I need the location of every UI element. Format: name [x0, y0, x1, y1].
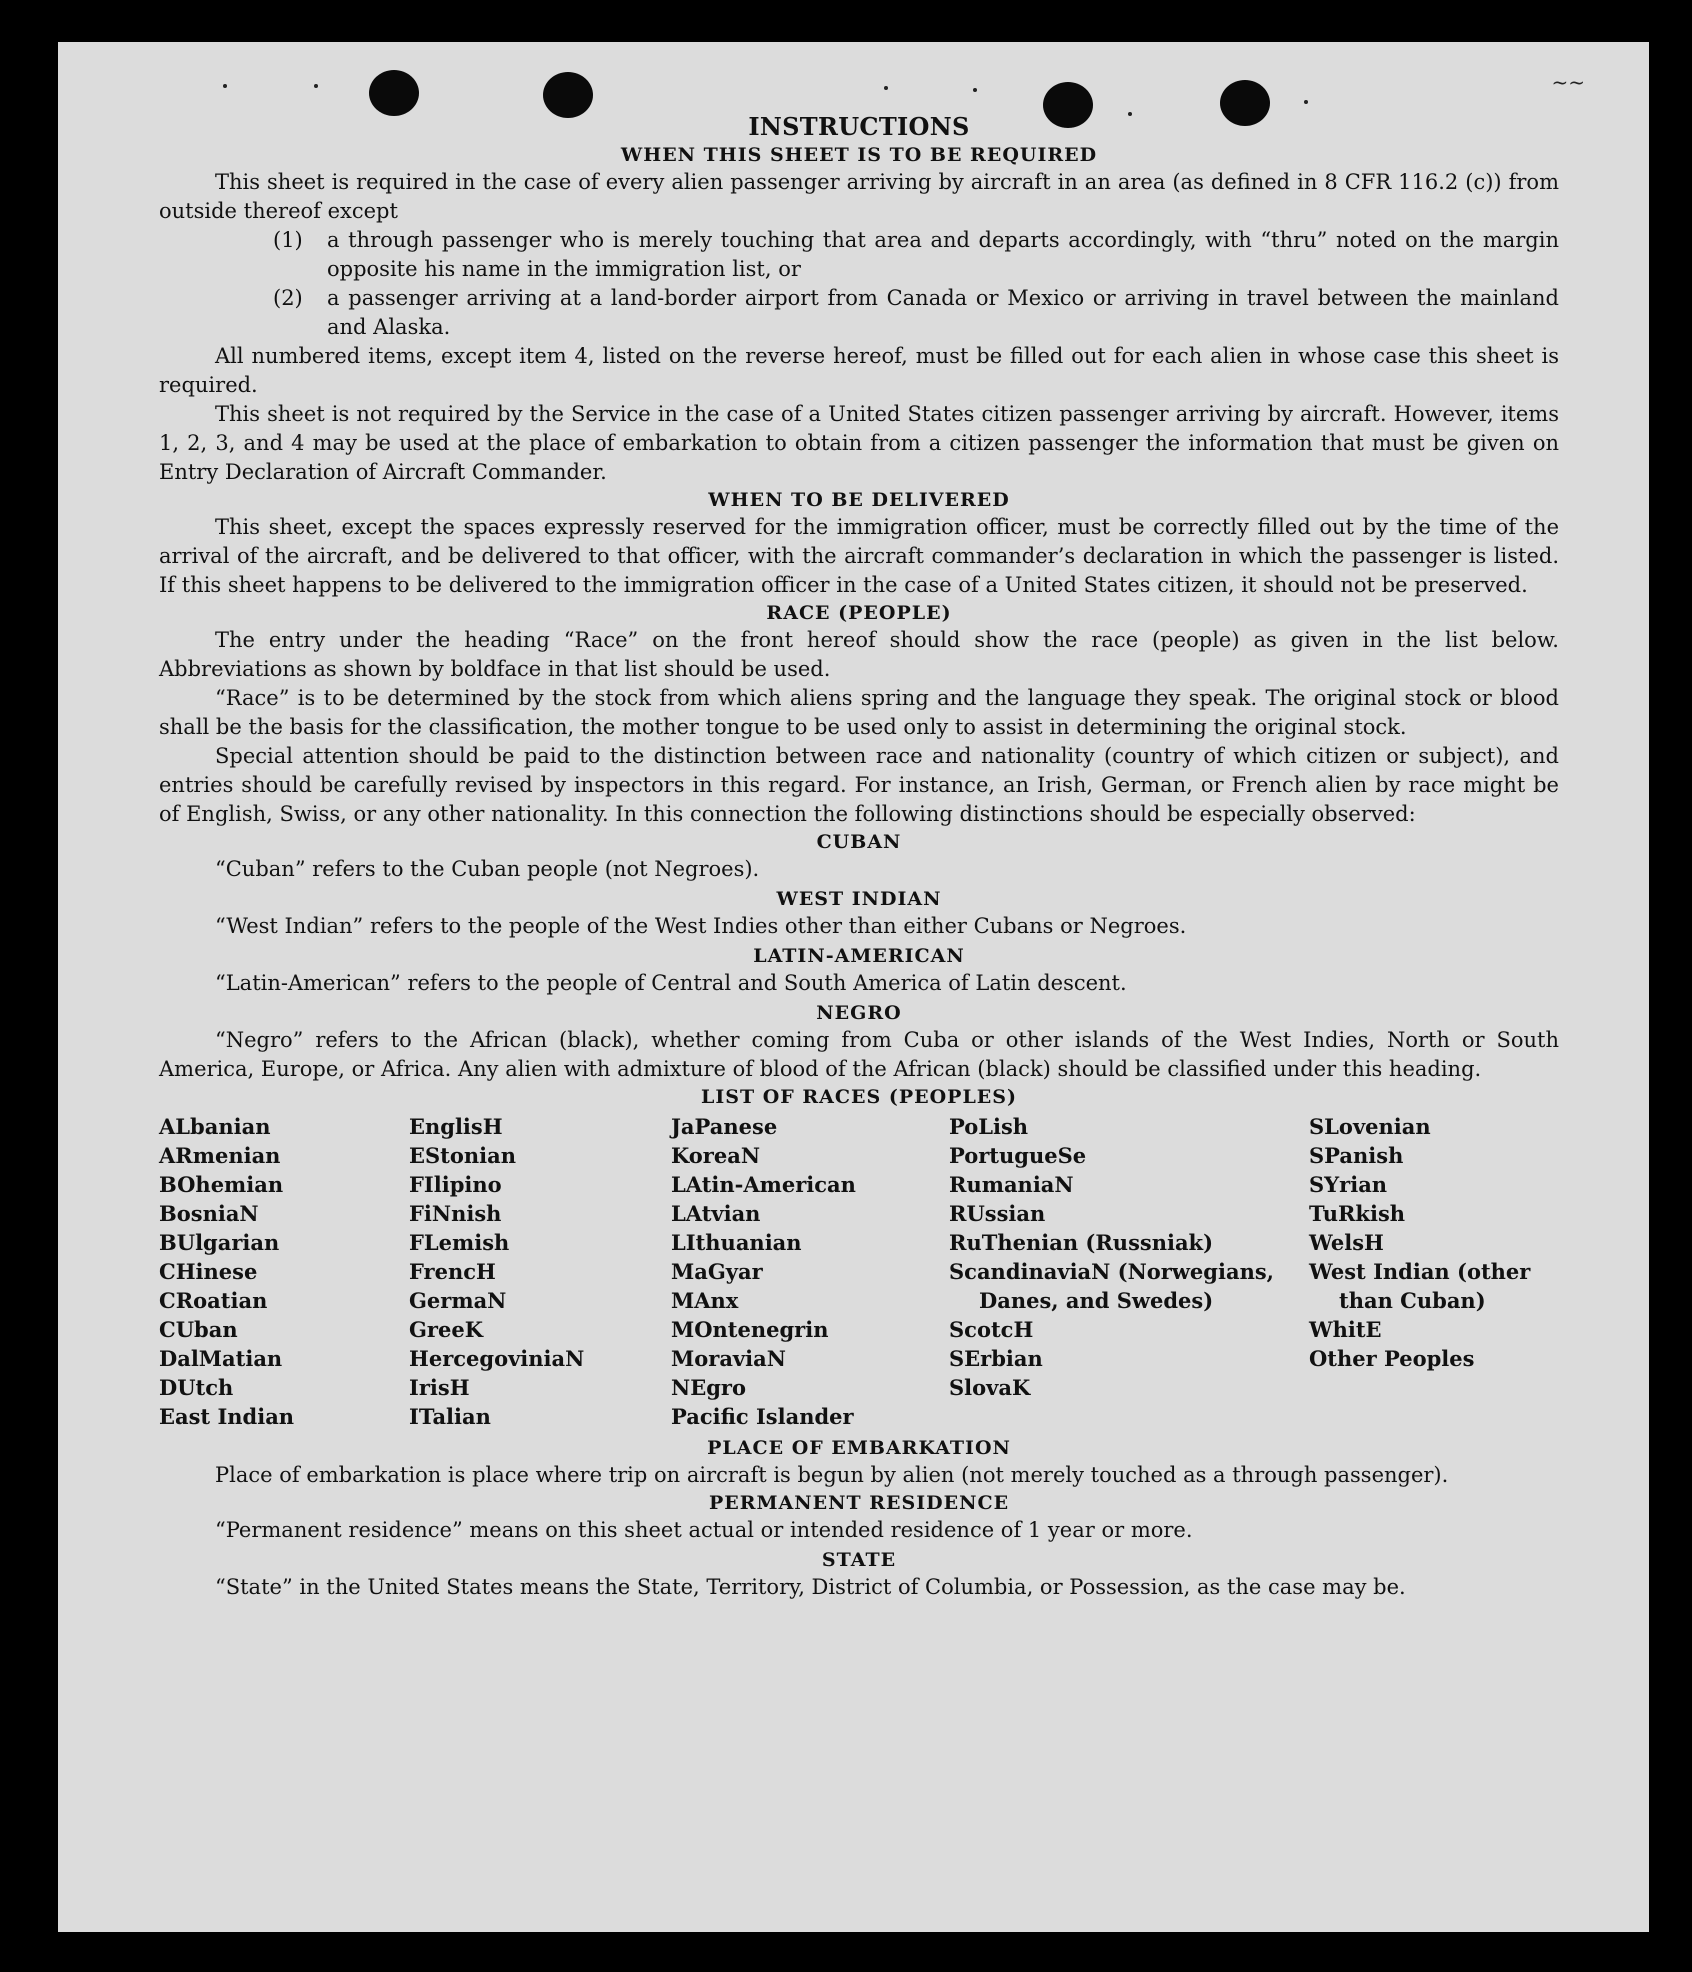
paragraph: All numbered items, except item 4, listed on the reverse hereof, must be filled out for each alien in whose case this sheet is required.: [159, 344, 1559, 397]
races-column: [1309, 1112, 1559, 1431]
race-entry: SYrian: [1309, 1172, 1388, 1197]
race-entry: DUtch: [159, 1375, 234, 1400]
heading-residence: PERMANENT RESIDENCE: [708, 1492, 1010, 1514]
race-entry: WelsH: [1309, 1230, 1384, 1255]
race-entry: East Indian: [159, 1404, 295, 1429]
race-entry: ScandinaviaN (Norwegians, Danes, and Swedes): [949, 1259, 1274, 1313]
race-entry: FrencH: [409, 1259, 496, 1284]
race-entry: ARmenian: [159, 1143, 281, 1168]
race-entry: LAtvian: [671, 1201, 761, 1226]
race-entry: MaGyar: [671, 1259, 763, 1284]
race-entry: GreeK: [409, 1317, 483, 1342]
heading-list-of-races: LIST OF RACES (PEOPLES): [701, 1086, 1017, 1108]
race-entry: MoraviaN: [671, 1346, 786, 1371]
race-entry: KoreaN: [671, 1143, 761, 1168]
races-column: [409, 1112, 671, 1431]
race-entry: GermaN: [409, 1288, 507, 1313]
race-entry: BOhemian: [159, 1172, 284, 1197]
paragraph: “Permanent residence” means on this sheet actual or intended residence of 1 year or more.: [215, 1518, 1193, 1542]
heading-embarkation: PLACE OF EMBARKATION: [707, 1437, 1011, 1459]
paragraph: The entry under the heading “Race” on the front hereof should show the race (people) as given in the list below. Abbreviations as shown by boldface in that list should be used.: [159, 628, 1559, 681]
race-entry: RuThenian (Russniak): [949, 1230, 1214, 1255]
race-entry: BosniaN: [159, 1201, 259, 1226]
paragraph: “West Indian” refers to the people of the West Indies other than either Cubans or Negroes.: [215, 914, 1187, 938]
race-entry: EnglisH: [409, 1114, 503, 1139]
race-entry: WhitE: [1309, 1317, 1382, 1342]
document-page: [58, 42, 1649, 1932]
race-entry: BUlgarian: [159, 1230, 280, 1255]
race-entry: RumaniaN: [949, 1172, 1074, 1197]
race-entry: FLemish: [409, 1230, 510, 1255]
race-entry: West Indian (other than Cuban): [1309, 1259, 1531, 1313]
race-entry: SPanish: [1309, 1143, 1404, 1168]
race-entry: MAnx: [671, 1288, 739, 1313]
races-column: [949, 1112, 1309, 1431]
heading-state: STATE: [821, 1549, 897, 1571]
race-entry: SlovaK: [949, 1375, 1031, 1400]
races-table: [159, 1112, 1559, 1431]
list-item: [159, 226, 1559, 284]
speck: [223, 84, 227, 88]
item-number: (2): [273, 286, 303, 310]
paragraph: “State” in the United States means the State, Territory, District of Columbia, or Possession, as the case may be.: [215, 1575, 1406, 1599]
speck: [973, 88, 977, 92]
race-entry: Other Peoples: [1309, 1346, 1475, 1371]
race-entry: HercegoviniaN: [409, 1346, 585, 1371]
paragraph: Place of embarkation is place where trip on aircraft is begun by alien (not merely touched as a through passenger).: [215, 1463, 1449, 1487]
paragraph: This sheet is required in the case of every alien passenger arriving by aircraft in an area (as defined in 8 CFR 116.2 (c)) from outside thereof except: [159, 170, 1559, 223]
heading-when-required: WHEN THIS SHEET IS TO BE REQUIRED: [620, 144, 1098, 166]
instructions-content: [159, 112, 1559, 1602]
item-number: (1): [273, 228, 303, 252]
paragraph: Special attention should be paid to the distinction between race and nationality (country of which citizen or subject), and entries should be carefully revised by inspectors in this regard. For instance, an Irish, German, or French alien by race might be of English, Swiss, or any other nationality. In this connection the following distinctions should be especially observed:: [159, 744, 1559, 826]
race-entry: JaPanese: [671, 1114, 778, 1139]
race-entry: FIlipino: [409, 1172, 502, 1197]
race-entry: LAtin-American: [671, 1172, 856, 1197]
race-entry: FiNnish: [409, 1201, 502, 1226]
paragraph: This sheet is not required by the Service in the case of a United States citizen passenger arriving by aircraft. However, items 1, 2, 3, and 4 may be used at the place of embarkation to obtain from a citizen passenger the information that must be given on Entry Declaration of Aircraft Commander.: [159, 402, 1559, 484]
race-entry: Pacific Islander: [671, 1404, 854, 1429]
race-entry: PortugueSe: [949, 1143, 1087, 1168]
race-entry: MOntenegrin: [671, 1317, 829, 1342]
race-entry: EStonian: [409, 1143, 516, 1168]
speck: [1304, 100, 1308, 104]
paragraph: “Latin-American” refers to the people of Central and South America of Latin descent.: [215, 971, 1127, 995]
race-entry: SErbian: [949, 1346, 1043, 1371]
page-title: INSTRUCTIONS: [748, 112, 970, 141]
race-entry: LIthuanian: [671, 1230, 802, 1255]
heading-latin-american: LATIN-AMERICAN: [753, 945, 965, 967]
speck: [314, 84, 318, 88]
item-text: a through passenger who is merely touching that area and departs accordingly, with “thru” noted on the margin opposite his name in the immigration list, or: [327, 228, 1559, 281]
heading-cuban: CUBAN: [816, 831, 902, 853]
corner-mark: ~~: [1551, 70, 1585, 94]
heading-west-indian: WEST INDIAN: [776, 888, 942, 910]
race-entry: DalMatian: [159, 1346, 283, 1371]
paragraph: “Race” is to be determined by the stock from which aliens spring and the language they speak. The original stock or blood shall be the basis for the classification, the mother tongue to be used only to assist in determining the original stock.: [159, 686, 1559, 739]
race-entry: ITalian: [409, 1404, 491, 1429]
paragraph: “Negro” refers to the African (black), whether coming from Cuba or other islands of the West Indies, North or South America, Europe, or Africa. Any alien with admixture of blood of the African (black) should be classified under this heading.: [159, 1028, 1559, 1081]
race-entry: IrisH: [409, 1375, 470, 1400]
exceptions-list: [159, 226, 1559, 342]
race-entry: CUban: [159, 1317, 238, 1342]
list-item: [159, 284, 1559, 342]
race-entry: SLovenian: [1309, 1114, 1431, 1139]
paragraph: “Cuban” refers to the Cuban people (not Negroes).: [215, 857, 760, 881]
race-entry: CHinese: [159, 1259, 258, 1284]
race-entry: PoLish: [949, 1114, 1029, 1139]
race-entry: TuRkish: [1309, 1201, 1406, 1226]
speck: [884, 86, 888, 90]
races-column: [671, 1112, 949, 1431]
race-entry: CRoatian: [159, 1288, 268, 1313]
race-entry: ScotcH: [949, 1317, 1034, 1342]
heading-negro: NEGRO: [816, 1002, 902, 1024]
races-column: [159, 1112, 409, 1431]
paragraph: This sheet, except the spaces expressly reserved for the immigration officer, must be correctly filled out by the time of the arrival of the aircraft, and be delivered to that officer, with the aircraft commander’s declaration in which the passenger is listed. If this sheet happens to be delivered to the immigration officer in the case of a United States citizen, it should not be preserved.: [159, 515, 1559, 597]
race-entry: NEgro: [671, 1375, 746, 1400]
heading-race: RACE (PEOPLE): [766, 602, 952, 624]
race-entry: RUssian: [949, 1201, 1046, 1226]
punch-hole: [369, 70, 419, 116]
heading-when-delivered: WHEN TO BE DELIVERED: [708, 489, 1010, 511]
race-entry: ALbanian: [159, 1114, 271, 1139]
item-text: a passenger arriving at a land-border airport from Canada or Mexico or arriving in travel between the mainland and Alaska.: [327, 286, 1559, 339]
